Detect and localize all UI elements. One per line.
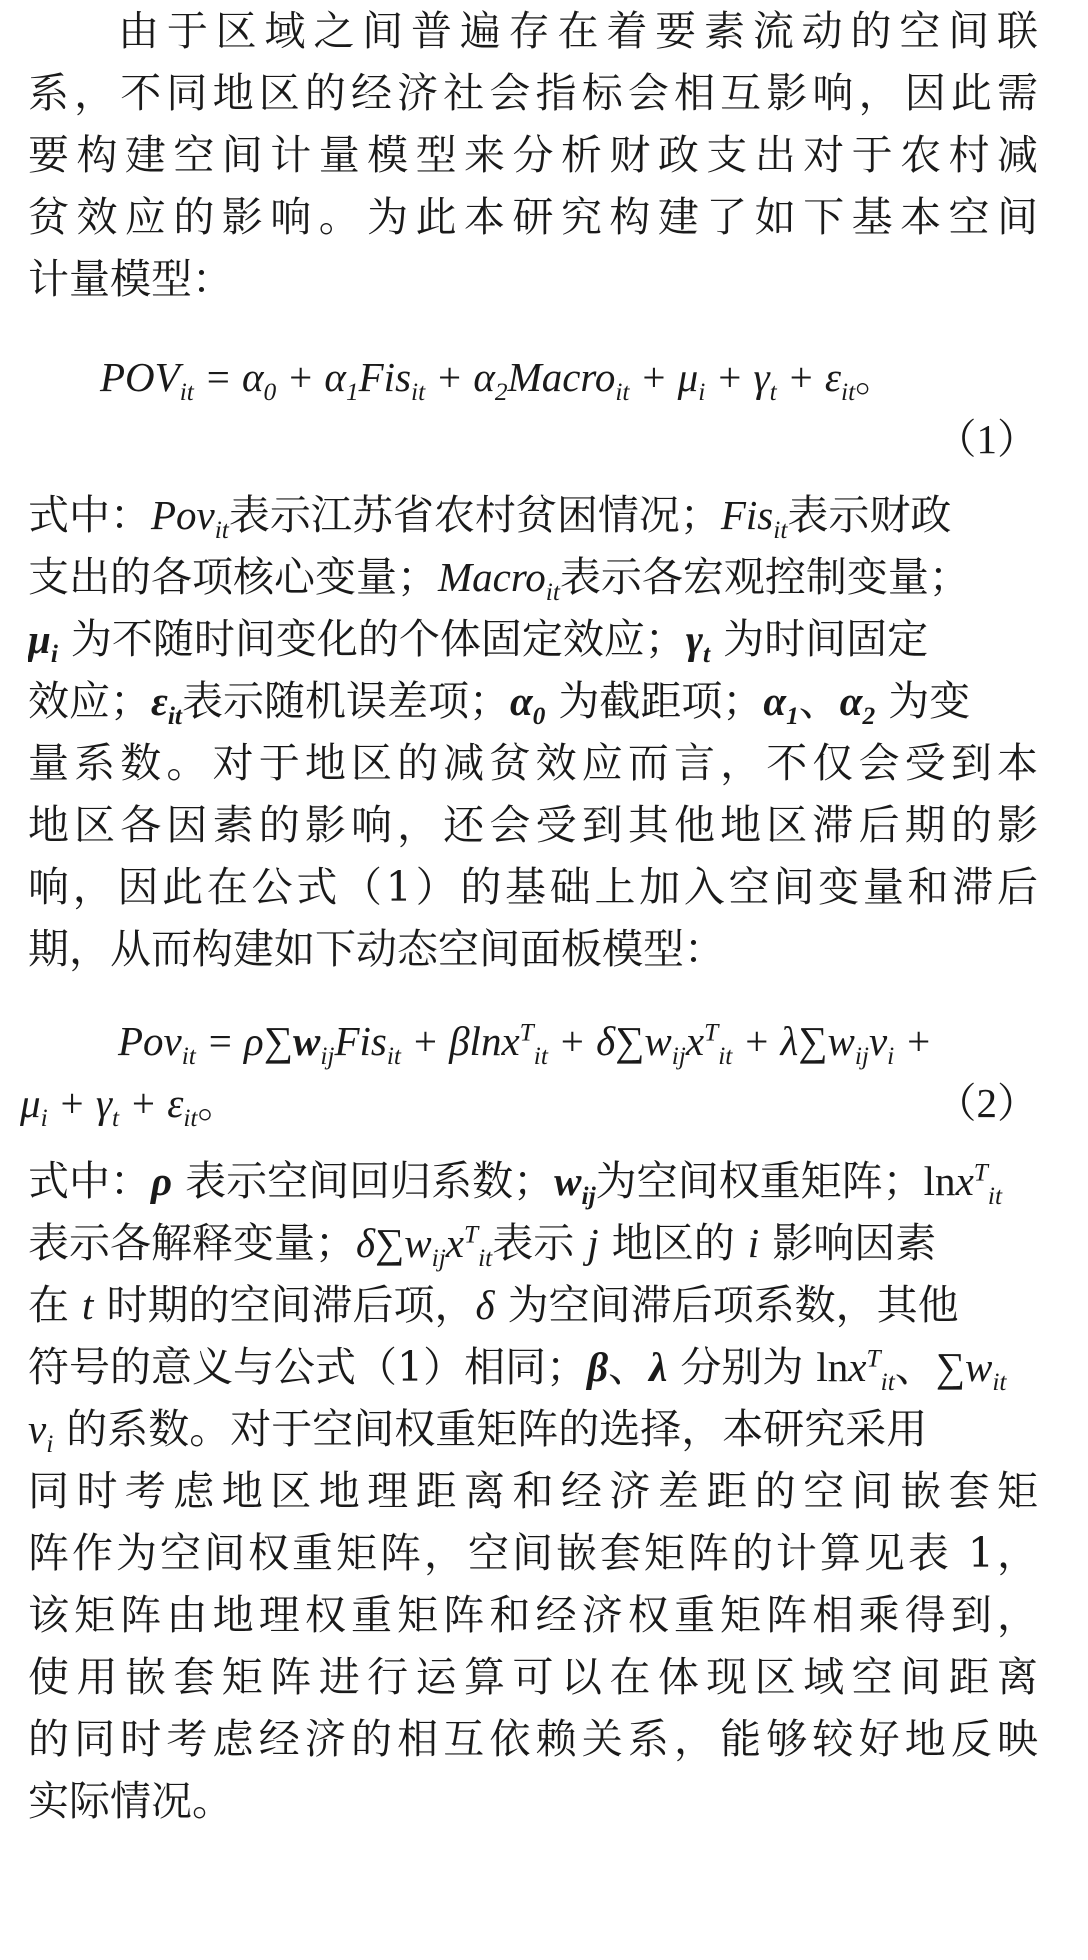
equation-2-line1: $Pov_{it} = \rho\sum w_{ij}Fis_{it} + \beta\ln x^T_{it} + \delta\sum w_{ij}x^T_{it} + \lambda\sum w_{ij}v_i$ + [118, 1018, 933, 1071]
paragraph-line: 计量模型： [28, 255, 233, 303]
paragraph-line: 使用嵌套矩阵进行运算可以在体现区域空间距离 [28, 1653, 1038, 1701]
paragraph-line: $\mu_i$ 为不随时间变化的个体固定效应；$\gamma_t$ 为时间固定 [28, 615, 929, 669]
paragraph-line: 符号的意义与公式（1）相同；β、λ 分别为 lnx$^T_{it}$、$\sum w_{it}$ [28, 1343, 1007, 1397]
paragraph-line: 该矩阵由地理权重矩阵和经济权重矩阵相乘得到， [28, 1591, 1038, 1639]
paragraph-line: 同时考虑地区地理距离和经济差距的空间嵌套矩 [28, 1467, 1038, 1515]
paragraph-line: 贫效应的影响。为此本研究构建了如下基本空间 [28, 193, 1038, 241]
paragraph-line: 表示各解释变量；$\delta\sum w_{ij}x^T_{it}$表示 j 地区的 i 影响因素 [28, 1219, 937, 1273]
paragraph-line: 由于区域之间普遍存在着要素流动的空间联 [118, 7, 1038, 55]
equation-number-1: （1） [935, 416, 1038, 462]
paragraph-line: 阵作为空间权重矩阵，空间嵌套矩阵的计算见表 1， [28, 1529, 1038, 1577]
paragraph-line: 支出的各项核心变量；Macro$_{it}$表示各宏观控制变量； [28, 553, 970, 607]
paragraph-line: 式中：Pov$_{it}$表示江苏省农村贫困情况；Fis$_{it}$表示财政 [28, 491, 952, 545]
paragraph-line: 实际情况。 [28, 1777, 233, 1825]
equation-2-line2: $\mu_i + \gamma_t + \varepsilon_{it}$。 [20, 1080, 239, 1133]
paragraph-line: 期，从而构建如下动态空间面板模型： [28, 925, 725, 973]
paragraph-line: 效应；$\varepsilon_{it}$表示随机误差项；$\alpha_0$ 为截距项；$\alpha_1$、$\alpha_2$ 为变 [28, 677, 971, 731]
paragraph-line: 要构建空间计量模型来分析财政支出对于农村减 [28, 131, 1038, 179]
paragraph-line: 在 t 时期的空间滞后项，δ 为空间滞后项系数，其他 [28, 1281, 959, 1329]
paragraph-line: 式中：ρ 表示空间回归系数；$w_{ij}$为空间权重矩阵；lnx$^T_{it}$ [28, 1157, 1003, 1211]
paragraph-line: $v_i$ 的系数。对于空间权重矩阵的选择，本研究采用 [28, 1405, 928, 1459]
paragraph-line: 量系数。对于地区的减贫效应而言，不仅会受到本 [28, 739, 1038, 787]
paragraph-line: 的同时考虑经济的相互依赖关系，能够较好地反映 [28, 1715, 1038, 1763]
paragraph-line: 系，不同地区的经济社会指标会相互影响，因此需 [28, 69, 1038, 117]
paragraph-line: 响，因此在公式（1）的基础上加入空间变量和滞后 [28, 863, 1038, 911]
equation-1: $POV_{it} = \alpha_0 + \alpha_1Fis_{it}$ + $\alpha_2Macro_{it} + \mu_i + \gamma_t + \varepsilon_{it}$。 [100, 354, 897, 407]
equation-number-2: （2） [935, 1080, 1038, 1126]
paragraph-line: 地区各因素的影响，还会受到其他地区滞后期的影 [28, 801, 1038, 849]
